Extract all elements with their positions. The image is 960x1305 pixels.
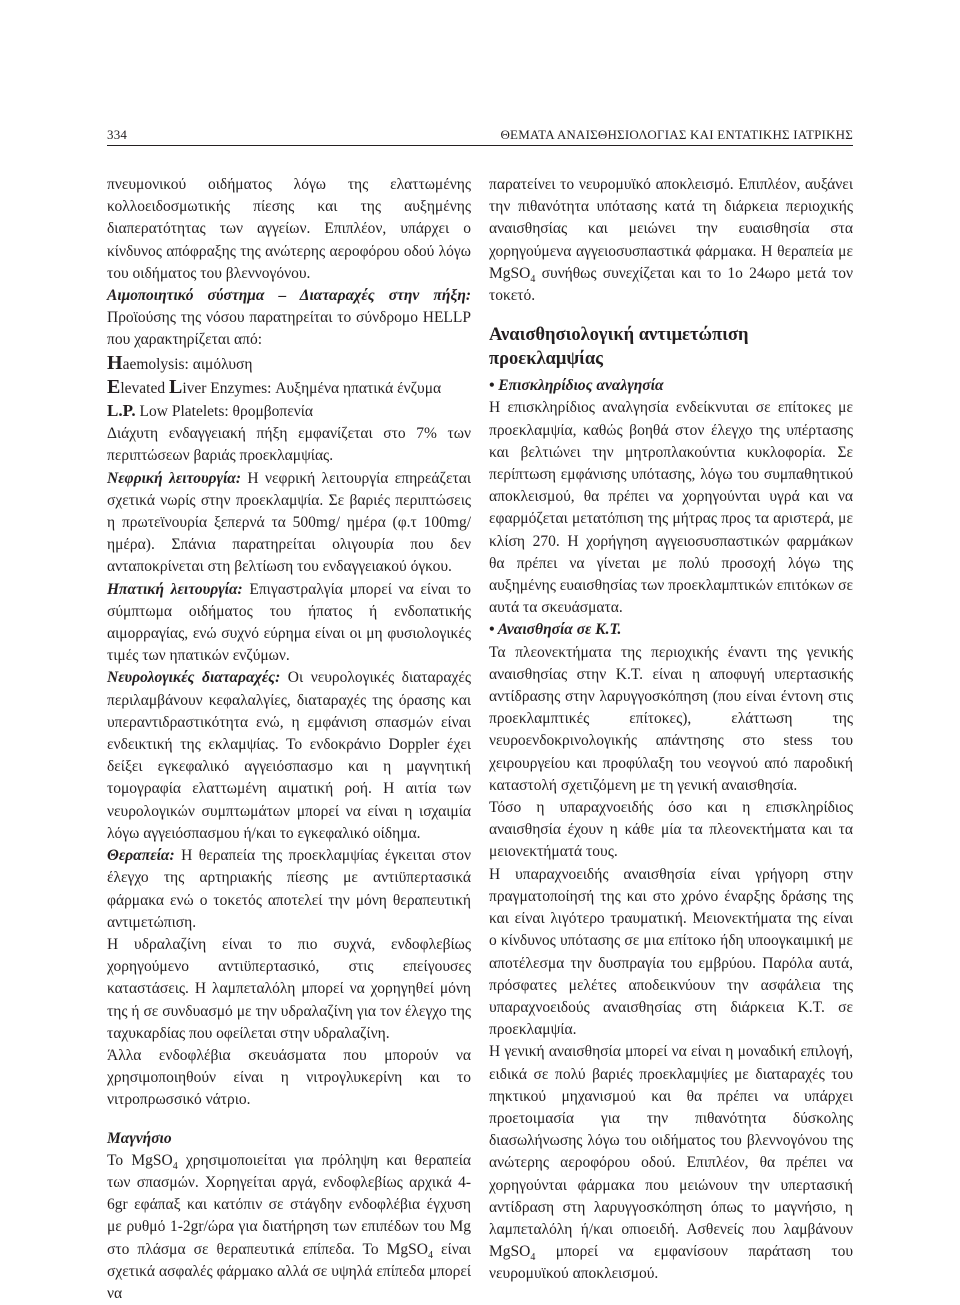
renal-paragraph [107, 468, 471, 579]
general-anesthesia-paragraph [489, 1041, 853, 1285]
intro-paragraph: πνευμονικού οιδήματος λόγω της ελαττωμένης κολλοειδοσμωτικής πίεσης και της αυξημένης διαπερατότητας των αγγείων. Επιπλέον, υπάρχει ο κίνδυνος απόφραξης της ανώτερης αεροφόρου οδού λόγω του οιδήματος του βλεννογόνου. [107, 176, 471, 282]
neuro-paragraph [107, 667, 471, 845]
hydralazine-paragraph: Η υδραλαζίνη είναι το πιο συχνά, ενδοφλεβίως χορηγούμενο αντιϋπερτασικό, στις επείγουσες καταστάσεις. Η λαμπεταλόλη μπορεί να χορηγηθεί μόνη της ή σε συνδυασμό με την υδραλαζίνη για τον έλεγχο της ταχυκαρδίας που οφείλεται στην υδραλαζίνη. [107, 935, 471, 1042]
neuro-text: Οι νευρολογικές διαταραχές περιλαμβάνουν κεφαλαλγίες, διαταραχές της όρασης και υπεραντιδραστικότητα ενώ, η εμφάνιση σπασμών είναι ενδεικτική της εκλαμψίας. Το ενδοκράνιο Doppler έχει δείξει εγκεφαλικό αγγειόσπασμο και η μαγνητική τομογραφία ελαττωμένη αιματική ροή. Η αιτία των νευρολογικών συμπτωμάτων μπορεί να είναι η ισχαιμία λόγω αγγειόσπασμου ή/και το εγκεφαλικό οίδημα. [107, 669, 472, 842]
general-text-1: Η γενική αναισθησία μπορεί να είναι η μοναδική επιλογή, ειδικά σε πολύ βαριές προεκλαμψίες με διαταραχές του πηκτικού μηχανισμού και θα πρέπει να υπάρχει προετοιμασία για την πιθανότητα δύσκολης διασωλήνωσης λόγω του οιδήματος του βλεννογόνου της ανώτερης αεροφόρου οδού. Επιπλέον, θα πρέπει να χορηγούνται φάρμακα που μειώνουν την υπερτασική αντίδραση στη λαρυγγοσκόπηση όπως το μαγνήσιο, η λαμπεταλόλη ή/και οπιοειδή. Ασθενείς που λαμβάνουν MgSO [489, 1043, 853, 1261]
hepatic-paragraph [107, 579, 471, 668]
hellp-l-letter: L [168, 375, 183, 398]
hematopoietic-text: Προϊούσης της νόσου παρατηρείται το σύνδρομο HELLP που χαρακτηρίζεται από: [107, 309, 471, 349]
hellp-lp-text: Low Platelets: θρομβοπενία [135, 403, 314, 421]
therapy-text: Η θεραπεία της προεκλαμψίας έγκειται στον έλεγχο της αρτηριακής πίεσης με αντιϋπερτασικά φάρμακα ενώ ο τοκετός αποτελεί την μόνη θεραπευτική αντιμετώπιση. [107, 847, 471, 931]
general-text-2: μπορεί να εμφανίσουν παράταση του νευρομυϊκού αποκλεισμού. [489, 1243, 853, 1283]
left-column [107, 174, 471, 1305]
magnesium-subscript-1: 4 [172, 1160, 178, 1172]
right-column [489, 174, 853, 1286]
therapy-label: Θεραπεία: [107, 847, 175, 865]
renal-label: Νεφρική λειτουργία: [107, 469, 242, 487]
hellp-h-text: aemolysis: αιμόλυση [122, 355, 253, 373]
header-rule [107, 145, 853, 146]
running-title: ΘΕΜΑΤΑ ΑΝΑΙΣΘΗΣΙΟΛΟΓΙΑΣ ΚΑΙ ΕΝΤΑΤΙΚΗΣ ΙΑΤΡΙΚΗΣ [500, 127, 853, 142]
hellp-lp-letters: L.P. [107, 401, 136, 421]
epidural-paragraph: Η επισκληρίδιος αναλγησία ενδείκνυται σε επίτοκες με προεκλαμψία, καθώς βοηθά στον έλεγχο της υπέρτασης και βελτιώνει την μητροπλακούντια κυκλοφορία. Σε περίπτωση εμφάνισης υπότασης, λόγω του συμπαθητικού αποκλεισμού, θα πρέπει να χορηγούνται υγρά και να εφαρμόζεται μετατόπιση της μήτρας προς τα αριστερά, με κλίση 270. Η χορήγηση αγγειοσυσπαστικών φαρμάκων θα πρέπει να γίνεται με πολύ προσοχή λόγω της αυξημένης ευαισθησίας των προεκλαμπτικών επιτόκων σε αυτά τα σκευάσματα. [489, 399, 853, 617]
section-heading: Αναισθησιολογική αντιμετώπιση προεκλαμψίας [489, 325, 749, 370]
hellp-e-letter: E [107, 375, 121, 398]
hepatic-text: Επιγαστραλγία μπορεί να είναι το σύμπτωμα οιδήματος του ήπατος ή ενδοπατικής αιμορραγίας, ενώ συχνό εύρημα είναι οι μη φυσιολογικές τιμές των ηπατικών ενζύμων. [107, 580, 471, 665]
hellp-el-text: iver Enzymes: Αυξημένα ηπατικά ένζυμα [182, 379, 442, 397]
continuation-text-2: συνήθως συνεχίζεται και το 1ο 24ωρο μετά τον τοκετό. [489, 264, 853, 305]
continuation-subscript: 4 [530, 273, 536, 285]
hellp-h-line [107, 352, 471, 376]
comparison-paragraph: Τόσο η υπαραχνοειδής όσο και η επισκληρίδιος αναισθησία έχουν η κάθε μία τα πλεονεκτήματα και τα μειονεκτήματά τους. [489, 799, 853, 861]
cesarean-bullet: • Αναισθησία σε Κ.Τ. [489, 621, 622, 639]
hepatic-label: Ηπατική λειτουργία: [107, 580, 243, 598]
spinal-paragraph: Η υπαραχνοειδής αναισθησία είναι γρήγορη στην πραγματοποίησή της και στο χρόνο έναρξης δράσης της και είναι λιγότερο τραυματική. Μειονεκτήματα της είναι ο κίνδυνος υπότασης σε μια επίτοκο ήδη υποογκαιμική με αποτέλεσμα την δυσπραγία του εμβρύου. Παρόλα αυτά, πρόσφατες μελέτες αποδεικνύουν την ασφάλεια της υπαραχνοειδούς αναισθησίας στη διάρκεια Κ.Τ. σε προεκλαμψία. [489, 865, 853, 1039]
hematopoietic-label: Αιμοποιητικό σύστημα – Διαταραχές στην πήξη: [107, 287, 471, 305]
magnesium-paragraph [107, 1150, 471, 1305]
magnesium-text-2: χρησιμοποιείται για πρόληψη και θεραπεία των σπασμών. Χορηγείται αργά, ενδοφλεβίως αρχικά 4-6gr εφάπαξ και κατόπιν σε στάγδην ενδοφλέβια έγχυση με ρυθμό 1-2gr/ώρα για διατήρηση των επιπέδων του Mg στο πλάσμα σε θεραπευτικά επίπεδα. Το MgSO [107, 1151, 471, 1258]
therapy-paragraph [107, 845, 471, 934]
magnesium-heading: Μαγνήσιο [107, 1129, 172, 1147]
hellp-el-mid: levated [120, 379, 169, 397]
renal-text: Η νεφρική λειτουργία επηρεάζεται σχετικά νωρίς στην προεκλαμψία. Σε βαριές περιπτώσεις η πρωτεϊνουρία ξεπερνά τα 500mg/ ημέρα (φ.τ 100mg/ ημέρα). Σπάνια παρατηρείται ολιγουρία που δεν ανταποκρίνεται στη βελτίωση του ενδαγγειακού όγκου. [107, 469, 471, 576]
hellp-h-letter: H [107, 351, 123, 374]
page-header [107, 124, 853, 146]
hellp-lp-line [107, 400, 471, 423]
continuation-paragraph [489, 174, 853, 307]
dic-paragraph: Διάχυτη ενδαγγειακή πήξη εμφανίζεται στο 7% των περιπτώσεων βαριάς προεκλαμψίας. [107, 425, 471, 465]
cesarean-paragraph: Τα πλεονεκτήματα της περιοχικής έναντι της γενικής αναισθησίας στην Κ.Τ. είναι η αποφυγή υπερτασικής αντίδρασης στην λαρυγγοσκόπηση (που είναι έντονη στις προεκλαμπτικές επίτοκες), ελάττωση της νευροενδοκρινολογικής απάντησης στο stess του χειρουργείου και προφύλαξη του νεογνού από παροδική καταστολή σχετιζόμενη με τη γενική αναισθησία. [489, 643, 853, 794]
magnesium-subscript-2: 4 [427, 1249, 433, 1261]
neuro-label: Νευρολογικές διαταραχές: [107, 669, 281, 687]
magnesium-text-3: είναι σχετικά ασφαλές φάρμακο αλλά σε υψηλά επίπεδα μπορεί να [107, 1240, 471, 1302]
continuation-text-1: παρατείνει το νευρομυϊκό αποκλεισμό. Επιπλέον, αυξάνει την πιθανότητα υπότασης κατά τη διάρκεια περιοχικής αναισθησίας και μειώνει την ευαισθησία στα χορηγούμενα αγγειοσυσπαστικά φάρμακα. Η θεραπεία με MgSO [489, 176, 853, 282]
page-number: 334 [107, 127, 128, 142]
hellp-el-line [107, 376, 471, 400]
epidural-bullet: • Επισκληρίδιος αναλγησία [489, 377, 664, 395]
hematopoietic-paragraph [107, 285, 471, 352]
general-subscript: 4 [530, 1252, 536, 1264]
other-iv-paragraph: Άλλα ενδοφλέβια σκευάσματα που μπορούν να χρησιμοποιηθούν είναι η νιτρογλυκερίνη και το νιτροπρωσσικό νάτριο. [107, 1046, 471, 1109]
magnesium-text-1: Το MgSO [107, 1151, 173, 1169]
